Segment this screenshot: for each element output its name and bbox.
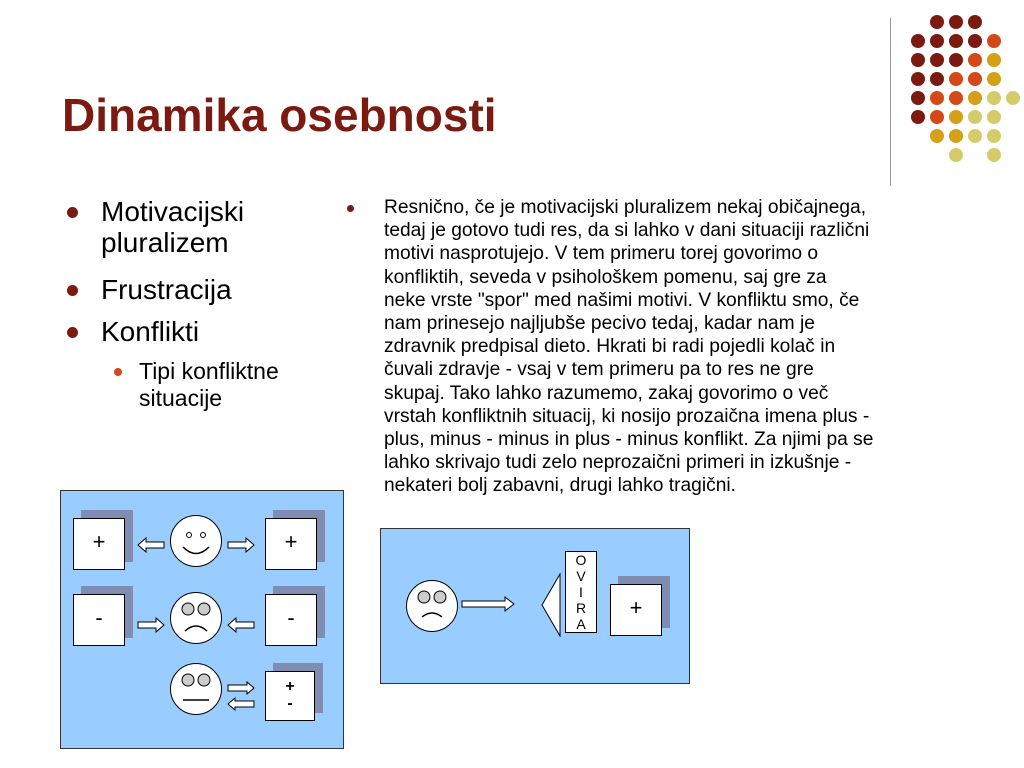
minus-box-right: -	[265, 594, 317, 646]
frustration-diagram	[380, 528, 690, 684]
decorative-dot	[968, 129, 982, 143]
decorative-dot	[1006, 91, 1020, 105]
decorative-dot	[968, 53, 982, 67]
obstacle-letter: A	[576, 616, 586, 632]
plus-minus-box	[265, 671, 315, 721]
obstacle-letter: V	[576, 568, 586, 584]
decorative-dot	[930, 15, 944, 29]
bullet-item-3	[101, 316, 199, 347]
decorative-dot	[949, 110, 963, 124]
decorative-dot	[968, 15, 982, 29]
plus-box-right: +	[265, 518, 317, 570]
paragraph-line: zdravnik predpisal dieto. Hkrati bi radi pojedli kolač in	[384, 336, 836, 358]
decorative-dot	[911, 110, 925, 124]
decorative-dot	[987, 91, 1001, 105]
decorative-dot	[930, 72, 944, 86]
bullet-text: Konflikti	[101, 316, 200, 347]
arrow-right-icon	[137, 617, 165, 633]
sad-face-icon	[406, 580, 458, 632]
decorative-dot	[949, 72, 963, 86]
decorative-dot	[968, 34, 982, 48]
bullet-item-2	[101, 274, 232, 305]
sub-bullet-dot	[114, 368, 122, 376]
sad-face-icon	[170, 592, 222, 644]
decorative-dot	[911, 91, 925, 105]
arrow-left-icon	[227, 617, 255, 633]
smiling-face-icon	[170, 515, 222, 567]
sub-bullet-text: Tipi konfliktne situacije	[139, 358, 279, 411]
paragraph-bullet-dot	[347, 205, 354, 212]
page-title: Dinamika osebnosti	[62, 89, 497, 141]
sub-bullet-item	[139, 358, 334, 412]
decorative-dot	[987, 53, 1001, 67]
decorative-dot	[968, 72, 982, 86]
plus-box-left: +	[73, 518, 125, 570]
neutral-face-icon	[170, 663, 222, 715]
blocked-arrow-icon	[541, 573, 561, 637]
paragraph-line: motivi nasprotujejo. V tem primeru torej govorimo o	[384, 243, 819, 265]
bullet-text: Motivacijski pluralizem	[101, 196, 245, 258]
decorative-dot	[911, 34, 925, 48]
decorative-dot	[930, 53, 944, 67]
bullet-dot	[67, 327, 78, 338]
minus-box-left: -	[73, 594, 125, 646]
bullet-text: Frustracija	[101, 274, 232, 305]
bullet-dot	[67, 207, 78, 218]
arrow-right-icon	[227, 681, 255, 695]
arrow-right-icon	[461, 596, 515, 612]
obstacle-letter: I	[579, 584, 583, 600]
decorative-dot	[949, 15, 963, 29]
arrow-right-icon	[227, 537, 255, 553]
decorative-dot	[987, 110, 1001, 124]
goal-plus-box: +	[610, 584, 662, 636]
minus-sign: -	[287, 695, 293, 712]
title-divider-line	[890, 18, 891, 186]
decorative-dot	[930, 34, 944, 48]
decorative-dot	[968, 110, 982, 124]
paragraph-line: vrstah konfliktnih situacij, ki nosijo prozaična imena plus -	[384, 405, 870, 427]
bullet-item-1	[101, 196, 331, 258]
decorative-dot	[930, 129, 944, 143]
paragraph-line: nam prinesejo najljubše pecivo tedaj, kadar nam je	[384, 313, 815, 335]
bullet-dot	[67, 285, 78, 296]
arrow-left-icon	[227, 697, 255, 711]
arrow-left-icon	[137, 537, 165, 553]
decorative-dot	[930, 91, 944, 105]
obstacle-letter: R	[575, 600, 587, 616]
decorative-dot	[987, 34, 1001, 48]
obstacle-letter: O	[575, 552, 587, 568]
obstacle-bar	[565, 551, 597, 633]
paragraph-line: Resnično, če je motivacijski pluralizem nekaj običajnega,	[384, 197, 867, 218]
paragraph-line: plus, minus - minus in plus - minus konflikt. Za njimi pa se	[384, 429, 874, 451]
decorative-dot	[987, 72, 1001, 86]
decorative-dot	[987, 148, 1001, 162]
decorative-dot	[968, 91, 982, 105]
paragraph-line: nekateri bolj zabavni, drugi lahko tragični.	[384, 475, 736, 497]
decorative-dot	[949, 129, 963, 143]
decorative-dot	[949, 34, 963, 48]
plus-sign: +	[285, 678, 295, 695]
paragraph-line: neke vrste "spor" med našimi motivi. V konfliktu smo, če	[384, 289, 860, 311]
decorative-dot	[987, 129, 1001, 143]
decorative-dot	[911, 53, 925, 67]
decorative-dot	[930, 110, 944, 124]
paragraph-line: čuvali zdravje - vsaj v tem primeru pa to res ne gre	[384, 359, 814, 381]
decorative-dot	[949, 148, 963, 162]
paragraph-line: lahko skrivajo tudi zelo neprozaični primeri in izkušnje -	[384, 452, 852, 474]
conflict-types-diagram	[60, 490, 344, 749]
decorative-dot	[911, 72, 925, 86]
explanation-paragraph	[384, 196, 1014, 498]
paragraph-line: tedaj je gotovo tudi res, da si lahko v dani situaciji različni	[384, 220, 870, 242]
paragraph-line: skupaj. Tako lahko razumemo, zakaj govorimo o več	[384, 382, 829, 404]
decorative-dot	[949, 53, 963, 67]
decorative-dot	[949, 91, 963, 105]
paragraph-line: konfliktih, seveda v psihološkem pomenu, saj gre za	[384, 266, 827, 288]
